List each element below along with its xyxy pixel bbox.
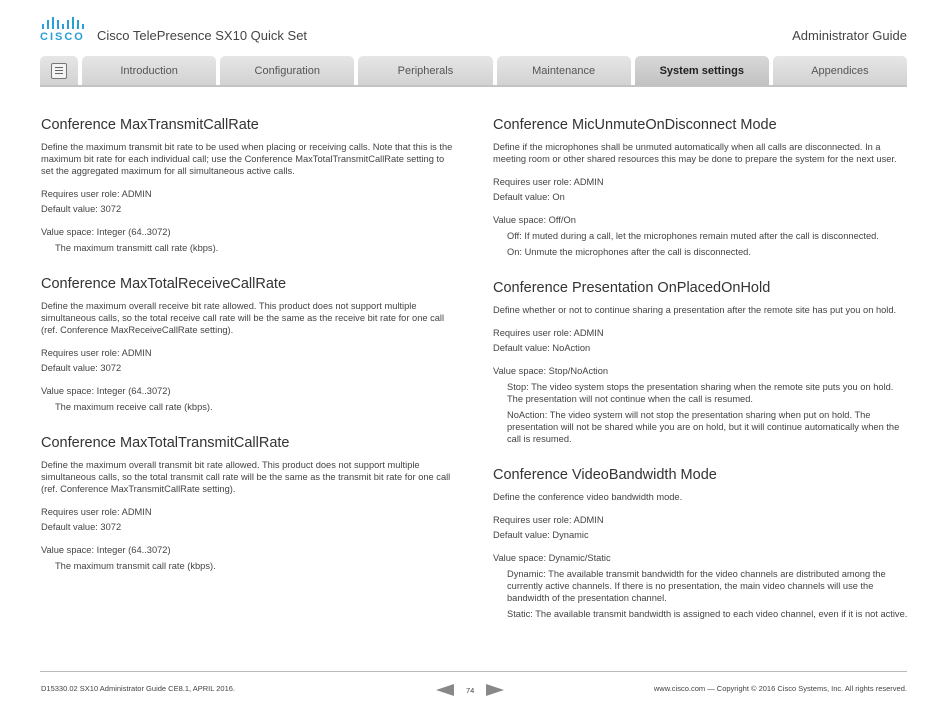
setting-option: Dynamic: The available transmit bandwidth for the video channels are distributed among the currently active channels. If there is no presentation, the main video channels will use the bandwidth of the presentation channel.	[507, 569, 886, 603]
tab-appendices[interactable]: Appendices	[773, 56, 907, 85]
left-column	[41, 117, 456, 594]
setting-value-space: Value space: Off/On	[493, 215, 576, 225]
setting-default-value: Default value: 3072	[41, 204, 122, 214]
setting-value-space: Value space: Stop/NoAction	[493, 366, 609, 376]
tab-bar	[40, 56, 907, 85]
setting-default-value: Default value: Dynamic	[493, 530, 589, 540]
cisco-logo-text: CISCO	[40, 31, 85, 43]
setting-title: Conference Presentation OnPlacedOnHold	[493, 280, 771, 296]
setting-section	[493, 117, 908, 258]
previous-page-arrow-icon[interactable]	[436, 684, 454, 696]
setting-title: Conference MicUnmuteOnDisconnect Mode	[493, 117, 777, 133]
setting-value-space: Value space: Integer (64..3072)	[41, 227, 171, 237]
setting-section	[41, 276, 456, 413]
setting-option: The maximum transmit call rate (kbps).	[55, 561, 216, 571]
footer-document-id: D15330.02 SX10 Administrator Guide CE8.1, APRIL 2016.	[41, 684, 236, 693]
footer-divider	[40, 671, 907, 672]
setting-user-role: Requires user role: ADMIN	[41, 348, 152, 358]
setting-value-space: Value space: Dynamic/Static	[493, 553, 611, 563]
setting-description: Define the maximum overall receive bit rate allowed. This product does not support multiple simultaneous calls, so the total receive call rate will be the same as the receive bit rate for one call (ref. Conference MaxReceiveCallRate setting).	[41, 301, 445, 335]
footer-copyright: www.cisco.com — Copyright © 2016 Cisco Systems, Inc. All rights reserved.	[653, 684, 907, 693]
right-column	[493, 117, 908, 642]
cisco-logo-bars-icon	[42, 17, 90, 29]
cisco-logo	[40, 17, 90, 47]
tab-system-settings[interactable]: System settings	[635, 56, 769, 85]
setting-description: Define if the microphones shall be unmuted automatically when all calls are disconnected. In a meeting room or other shared resources this may be done to prepare the system for the next user.	[493, 142, 897, 164]
setting-user-role: Requires user role: ADMIN	[493, 515, 604, 525]
setting-option: On: Unmute the microphones after the call is disconnected.	[507, 247, 751, 257]
tab-maintenance[interactable]: Maintenance	[497, 56, 631, 85]
setting-user-role: Requires user role: ADMIN	[41, 507, 152, 517]
setting-section	[493, 467, 908, 620]
document-title: Cisco TelePresence SX10 Quick Set	[97, 28, 308, 43]
setting-option: Stop: The video system stops the presentation sharing when the remote site puts you on hold. The presentation will not continue when the call is resumed.	[507, 382, 894, 404]
tab-contents-menu[interactable]	[40, 56, 78, 85]
setting-title: Conference MaxTotalTransmitCallRate	[41, 435, 290, 451]
setting-section	[493, 280, 908, 445]
setting-description: Define the conference video bandwidth mode.	[493, 492, 683, 502]
next-page-arrow-icon[interactable]	[486, 684, 504, 696]
setting-option: The maximum transmitt call rate (kbps).	[55, 243, 219, 253]
setting-value-space: Value space: Integer (64..3072)	[41, 545, 171, 555]
setting-title: Conference MaxTransmitCallRate	[41, 117, 259, 133]
setting-description: Define the maximum overall transmit bit rate allowed. This product does not support multiple simultaneous calls, so the total transmit call rate will be the same as the transmit bit rate for one call (ref. Conference MaxTransmitCallRate setting).	[41, 460, 451, 494]
setting-option: NoAction: The video system will not stop the presentation sharing when put on hold. The presentation will not be shared while you are on hold, but it will continue automatically when the call is resumed.	[507, 410, 900, 444]
tab-introduction[interactable]: Introduction	[82, 56, 216, 85]
setting-default-value: Default value: 3072	[41, 363, 122, 373]
tab-peripherals[interactable]: Peripherals	[358, 56, 492, 85]
table-of-contents-icon	[51, 63, 67, 79]
tab-configuration[interactable]: Configuration	[220, 56, 354, 85]
setting-default-value: Default value: 3072	[41, 522, 122, 532]
setting-option: Static: The available transmit bandwidth is assigned to each video channel, even if it is not active.	[507, 609, 908, 619]
setting-section	[41, 117, 456, 254]
setting-description: Define the maximum transmit bit rate to be used when placing or receiving calls. Note that this is the maximum bit rate for each individual call; use the Conference MaxTotalTransmitCallRate setting to set the aggregated maximum for all simultaneous active calls.	[41, 142, 453, 176]
setting-default-value: Default value: NoAction	[493, 343, 591, 353]
setting-user-role: Requires user role: ADMIN	[41, 189, 152, 199]
tab-divider	[40, 85, 907, 87]
setting-title: Conference VideoBandwidth Mode	[493, 467, 717, 483]
guide-title: Administrator Guide	[792, 28, 907, 43]
page-navigation	[436, 684, 504, 696]
setting-user-role: Requires user role: ADMIN	[493, 328, 604, 338]
setting-description: Define whether or not to continue sharing a presentation after the remote site has put you on hold.	[493, 305, 897, 315]
setting-default-value: Default value: On	[493, 192, 565, 202]
setting-option: Off: If muted during a call, let the microphones remain muted after the call is disconnected.	[507, 231, 879, 241]
setting-section	[41, 435, 456, 572]
setting-value-space: Value space: Integer (64..3072)	[41, 386, 171, 396]
page-number: 74	[466, 685, 475, 695]
setting-title: Conference MaxTotalReceiveCallRate	[41, 276, 287, 292]
setting-user-role: Requires user role: ADMIN	[493, 177, 604, 187]
setting-option: The maximum receive call rate (kbps).	[55, 402, 213, 412]
